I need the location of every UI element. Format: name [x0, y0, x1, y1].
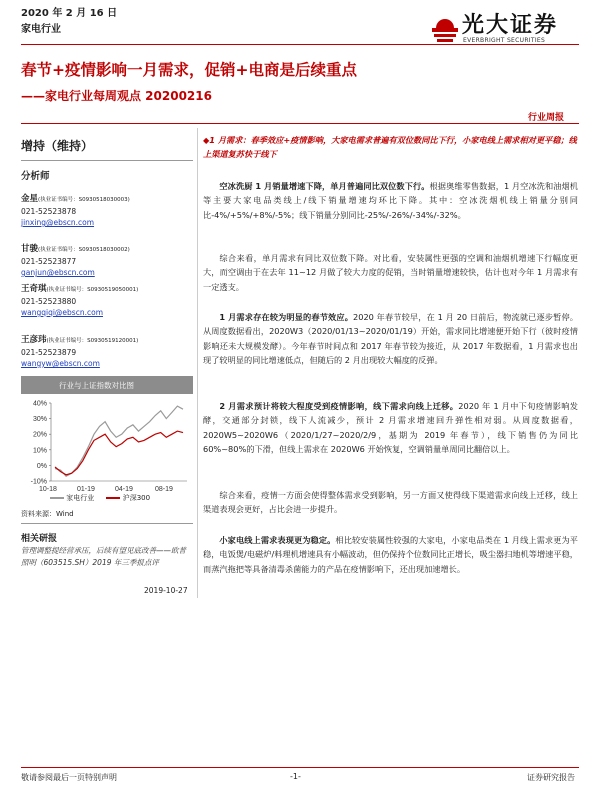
summary-lead: ◆1 月需求：	[203, 135, 251, 145]
y-tick-label: 0%	[36, 462, 47, 470]
y-tick-label: 10%	[32, 447, 47, 455]
paragraph-2-text: 综合来看，单月需求有同比双位数下降。对比看，安装属性更强的空调和油烟机增速下行幅度更大，而空调由于在去年 11~12 月做了较大力度的促销，当时销量增速较快，估计也对今年 1 月需求有一定透支。	[203, 253, 578, 292]
page-number: -1-	[290, 772, 301, 781]
series-line-index	[55, 431, 183, 475]
summary-text: 春季效应+疫情影响，大家电需求普遍有双位数同比下行，小家电线上需求相对更平稳；线上渠道复苏快于线下	[203, 135, 577, 160]
x-tick-label: 10-18	[39, 486, 57, 493]
series-line-industry	[55, 406, 183, 476]
paragraph-1-heading: 空冰洗厨 1 月销量增速下降，单月普遍同比双位数下行。	[219, 181, 430, 191]
analyst-email[interactable]: wangyw@ebscn.com	[21, 359, 100, 368]
column-divider	[197, 128, 198, 598]
rating: 增持（维持）	[21, 139, 94, 153]
x-tick-label: 01-19	[77, 486, 95, 493]
analyst-name: 王彦玮	[21, 335, 47, 345]
legend-label-index: 沪深300	[122, 494, 151, 502]
chart-title: 行业与上证指数对比图	[59, 381, 134, 390]
analyst-email[interactable]: ganjun@ebscn.com	[21, 268, 95, 277]
analyst-entry	[21, 276, 201, 327]
y-tick-label: 20%	[32, 431, 47, 439]
legend-swatch-index	[106, 497, 120, 499]
analyst-phone: 021-52523878	[21, 207, 77, 216]
report-title: 春节+疫情影响一月需求，促销+电商是后续重点	[21, 61, 357, 79]
footer-rule	[21, 767, 579, 768]
paragraph-4-text: 2020 年 1 月中下旬疫情影响发酵，交通部分封锁，线下人流减少，预计 2 月需求增速回升弹性相对弱。从周度数据看，2020W5~2020W6（2020/1/27~2020/2/9，基期为 2019 年春节），线下销售仍为同比 60%~80%的下滑，但线上需求在 2020W6 开始恢复，空调销量单周同比翻倍以上。	[203, 401, 578, 455]
paragraph-4	[203, 399, 578, 457]
paragraph-2	[203, 251, 578, 294]
report-date: 2020 年 2 月 16 日	[21, 8, 118, 19]
report-subtitle: ——家电行业每周观点 20200216	[21, 89, 212, 103]
paragraph-3	[203, 310, 578, 368]
y-tick-label: 30%	[32, 416, 47, 424]
chart-legend	[50, 493, 150, 503]
analyst-phone: 021-52523877	[21, 257, 77, 266]
analyst-entry	[21, 236, 201, 276]
legend-swatch-industry	[50, 497, 64, 499]
paragraph-3-text: 2020 年春节较早，在 1 月 20 日前后，物流就已逐步暂停。从周度数据看出，2020W3（2020/01/13~2020/01/19）开始，需求同比增速便开始下行（彼时疫情影响还未大规模发酵）。今年春节时间点和 2017 年春节较为接近，从 2017 年数据看，1 月需求也出现了较明显的同比增速低点，但随后的 2 月出现较大幅度的反弹。	[203, 312, 578, 366]
summary-block	[203, 133, 578, 162]
analyst-cert: (执业证书编号：S0930518030003)	[38, 197, 130, 203]
paragraph-6	[203, 533, 578, 576]
y-tick-label: -10%	[30, 478, 47, 486]
analyst-list	[21, 186, 201, 371]
analyst-phone: 021-52523879	[21, 348, 77, 357]
related-heading: 相关研报	[21, 534, 58, 544]
analyst-entry	[21, 327, 201, 371]
industry-category: 家电行业	[21, 24, 61, 35]
legend-label-industry: 家电行业	[66, 494, 95, 502]
analyst-email[interactable]: wangqiqi@ebscn.com	[21, 308, 103, 317]
analyst-cert: (执业证书编号：S0930519050001)	[46, 287, 139, 293]
chart-title-bar	[21, 376, 193, 394]
analyst-phone: 021-52523880	[21, 297, 77, 306]
analyst-email[interactable]: jinxing@ebscn.com	[21, 218, 95, 227]
analyst-name: 王奇琪	[21, 284, 47, 294]
y-tick-label: 40%	[32, 400, 47, 408]
x-tick-label: 08-19	[155, 486, 173, 493]
analyst-cert: (执业证书编号：S0930518030002)	[38, 247, 130, 253]
paragraph-1-text: 根据奥维零售数据，1 月空冰洗和油烟机等主要大家电品类线上/线下销量增速均环比下降。其中：空冰洗烟机线上销量分别同比-4%/+5%/+8%/-5%；线下销量分别同比-25%/-26%/-34%/-32%。	[203, 181, 578, 220]
sidebar-divider-2	[21, 523, 193, 524]
paragraph-5-text: 综合来看，疫情一方面会使得整体需求受到影响，另一方面又使得线下渠道需求向线上迁移，线上渠道表现会更好，占比会进一步提升。	[203, 490, 578, 515]
paragraph-5	[203, 488, 578, 517]
analyst-entry	[21, 186, 201, 236]
title-rule	[21, 123, 579, 124]
analyst-heading: 分析师	[21, 171, 50, 182]
related-report-date: 2019-10-27	[144, 586, 188, 595]
logo-text-cn: 光大证券	[462, 12, 559, 38]
paragraph-3-heading: 1 月需求存在较为明显的春节效应。	[219, 312, 354, 322]
company-logo	[432, 10, 592, 48]
logo-text-en: EVERBRIGHT SECURITIES	[463, 37, 546, 44]
analyst-name: 甘骏	[21, 244, 39, 254]
analyst-cert: (执业证书编号：S0930519120001)	[46, 338, 139, 344]
paragraph-4-heading: 2 月需求预计将较大程度受到疫情影响，线下需求向线上迁移。	[219, 401, 459, 411]
header-rule	[21, 44, 579, 45]
footer-report-type: 证券研究报告	[527, 773, 575, 782]
related-report[interactable]: 管理调整提经营承压，后续有望见底改善——欧普照明（603515.SH）2019 年三季报点评	[21, 546, 186, 567]
analyst-name: 金星	[21, 194, 39, 204]
report-type-tag: 行业周报	[528, 113, 565, 123]
footer-disclaimer: 敬请参阅最后一页特别声明	[21, 773, 117, 782]
paragraph-1	[203, 179, 578, 222]
paragraph-6-text: 相比较安装属性较强的大家电，小家电品类在 1 月线上需求更为平稳，电饭煲/电磁炉/料理机增速具有小幅波动，但仍保持个位数同比正增长，吸尘器扫地机等增速平稳，而蒸汽拖把等具备清毒杀菌能力的产品在疫情影响下，还出现加速增长。	[203, 535, 578, 574]
paragraph-6-heading: 小家电线上需求表现更为稳定。	[219, 535, 336, 545]
chart-source: 资料来源：Wind	[21, 510, 74, 518]
sidebar-divider-1	[21, 160, 193, 161]
x-tick-label: 04-19	[115, 486, 133, 493]
sun-logo-icon	[432, 10, 458, 44]
